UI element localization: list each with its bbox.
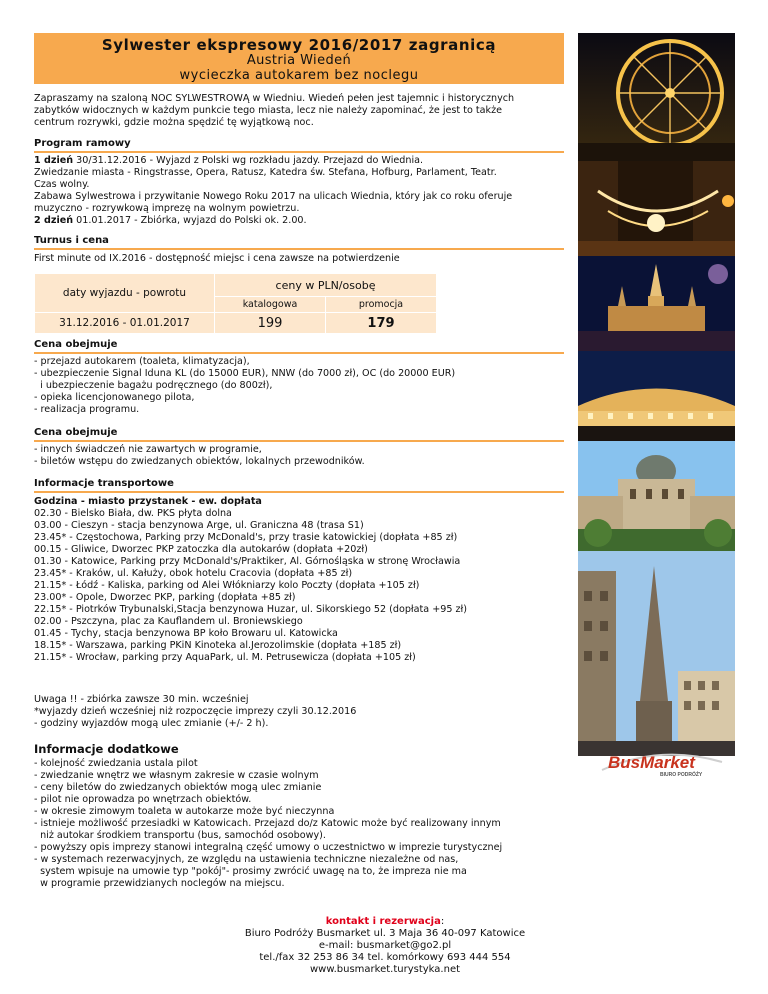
program-line: Zwiedzanie miasta - Ringstrasse, Opera, Ratusz, Katedra św. Stefana, Hofburg, Parlament, Teatr. [34,167,497,178]
turnus-heading: Turnus i cena [34,235,564,250]
dates-header: daty wyjazdu - powrotu [35,274,214,312]
transport-subheading: Godzina - miasto przystanek - ew. dopłata [34,496,262,507]
transport-heading: Informacje transportowe [34,478,564,493]
promo-price: 179 [326,313,436,333]
price-table [34,273,437,334]
includes-list: - przejazd autokarem (toaleta, klimatyzacja), - ubezpieczenie Signal Iduna KL (do 15000 EUR), NNW (do 7000 zł), OC (do 20000 EUR) i ubezpieczenie bagażu podręcznego (do 800zł), - opieka licencjonowanego pilota, - realizacja programu. [34,356,456,415]
intro-text: Zapraszamy na szaloną NOC SYLWESTROWĄ w Wiedniu. Wiedeń pełen jest tajemnic i historycznych zabytków widocznych w każdym punkcie tego miasta, lecz nie należy zapominać, że jest to także centrum rozrywki, gdzie można spędzić tę wyjątkową noc. [34,93,515,128]
day1-label: 1 dzień [34,155,74,166]
stop-item: 18.15* - Warszawa, parking PKiN Kinoteka al.Jerozolimskie (dopłata +185 zł) [34,640,402,651]
christmas-street-photo [578,161,735,256]
program-line: Zabawa Sylwestrowa i przywitanie Nowego Roku 2017 na ulicach Wiednia, który jak co roku oferuje [34,191,513,202]
title-banner [34,33,564,84]
program-day1 [34,155,564,167]
prices-header: ceny w PLN/osobę [215,274,436,296]
stop-item: 03.00 - Cieszyn - stacja benzynowa Arge, ul. Graniczna 48 (trasa S1) [34,520,364,531]
excludes-heading: Cena obejmuje [34,427,564,442]
stop-item: 21.15* - Wrocław, parking przy AquaPark, ul. M. Petrusewicza (dopłata +105 zł) [34,652,416,663]
catalog-header: katalogowa [215,297,325,312]
stop-item: 23.45* - Kraków, ul. Kałuży, obok hotelu Cracovia (dopłata +85 zł) [34,568,353,579]
program-line: muzyczno - rozrywkową imprezę na wolnym powietrzu. [34,203,300,214]
program-heading: Program ramowy [34,138,564,153]
stop-item: 02.00 - Pszczyna, plac za Kauflandem ul. Broniewskiego [34,616,303,627]
stop-item: 21.15* - Łódź - Kaliska, parking od Alei Włókniarzy kolo Poczty (dopłata +105 zł) [34,580,420,591]
promo-header: promocja [326,297,436,312]
contact-phones: tel./fax 32 253 86 34 tel. komórkowy 693 444 554 [259,952,511,963]
st-stephens-cathedral-photo [578,551,735,756]
museum-photo [578,441,735,551]
hofburg-photo [578,351,735,441]
busmarket-logo [600,748,725,778]
transport-section [34,496,564,664]
logo-tagline: BIURO PODRÓŻY [660,772,703,778]
transport-notes: Uwaga !! - zbiórka zawsze 30 min. wcześniej *wyjazdy dzień wcześniej niż rozpoczęcie imprezy czyli 30.12.2016 - godziny wyjazdów mogą ulec zmianie (+/- 2 h). [34,694,357,729]
stop-item: 02.30 - Bielsko Biała, dw. PKS płyta dolna [34,508,232,519]
contact-heading: kontakt i rezerwacja: [325,916,445,927]
page-title: Sylwester ekspresowy 2016/2017 zagranicą [101,36,497,54]
program-day2 [34,215,564,227]
day2-label: 2 dzień [34,215,74,226]
stop-item: 00.15 - Gliwice, Dworzec PKP zatoczka dla autokarów (dopłata +20zł) [34,544,368,555]
contact-address: Biuro Podróży Busmarket ul. 3 Maja 36 40-097 Katowice [244,928,526,939]
stop-item: 01.30 - Katowice, Parking przy McDonald's/Praktiker, Al. Górnośląska w stronę Wrocławia [34,556,461,567]
departure-dates: 31.12.2016 - 01.01.2017 [35,313,214,333]
program-section [34,155,564,227]
catalog-price: 199 [215,313,325,333]
day2-text: 01.01.2017 - Zbiórka, wyjazd do Polski ok. 2.00. [73,215,307,226]
stop-item: 23.45* - Częstochowa, Parking przy McDonald's, przy trasie katowickiej (dopłata +85 zł) [34,532,458,543]
ferris-wheel-photo [578,33,735,161]
contact-website: www.busmarket.turystyka.net [309,964,461,975]
stop-item: 22.15* - Piotrków Trybunalski,Stacja benzynowa Huzar, ul. Sikorskiego 52 (dopłata +95 zł) [34,604,468,615]
destination-subtitle: Austria Wiedeń [246,53,352,68]
includes-heading: Cena obejmuje [34,339,564,354]
contact-email: e-mail: busmarket@go2.pl [318,940,452,951]
city-hall-photo [578,256,735,351]
stop-item: 01.45 - Tychy, stacja benzynowa BP koło Browaru ul. Katowicka [34,628,338,639]
day1-text: 30/31.12.2016 - Wyjazd z Polski wg rozkładu jazdy. Przejazd do Wiednia. [73,155,424,166]
trip-type-subtitle: wycieczka autokarem bez noclegu [179,68,419,83]
additional-heading: Informacje dodatkowe [34,742,179,756]
program-line: Czas wolny. [34,179,90,190]
stop-item: 23.00* - Opole, Dworzec PKP, parking (dopłata +85 zł) [34,592,296,603]
contact-footer [150,916,620,976]
turnus-note: First minute od IX.2016 - dostępność miejsc i cena zawsze na potwierdzenie [34,253,400,264]
logo-text: BusMarket [608,753,695,772]
excludes-list: - innych świadczeń nie zawartych w programie, - biletów wstępu do zwiedzanych obiektów, lokalnych przewodników. [34,444,365,467]
additional-list: - kolejność zwiedzania ustala pilot - zwiedzanie wnętrz we własnym zakresie w czasie wolnym - ceny biletów do zwiedzanych obiektów mogą ulec zmianie - pilot nie oprowadza po wnętrzach obiektów. - w okresie zimowym toaleta w autokarze może być nieczynna - istnieje możliwość przesiadki w Katowicach. Przejazd do/z Katowic może być realizowany innym niż autokar środkiem transportu (bus, samochód osobowy). - powyższy opis imprezy stanowi integralną część umowy o uczestnictwo w imprezie turystycznej - w systemach rezerwacyjnych, ze względu na ustawienia techniczne niezależne od nas, system wpisuje na umowie typ "pokój"- prosimy zwrócić uwagę na to, że impreza nie ma w programie przewidzianych noclegów na miejscu. [34,758,503,889]
